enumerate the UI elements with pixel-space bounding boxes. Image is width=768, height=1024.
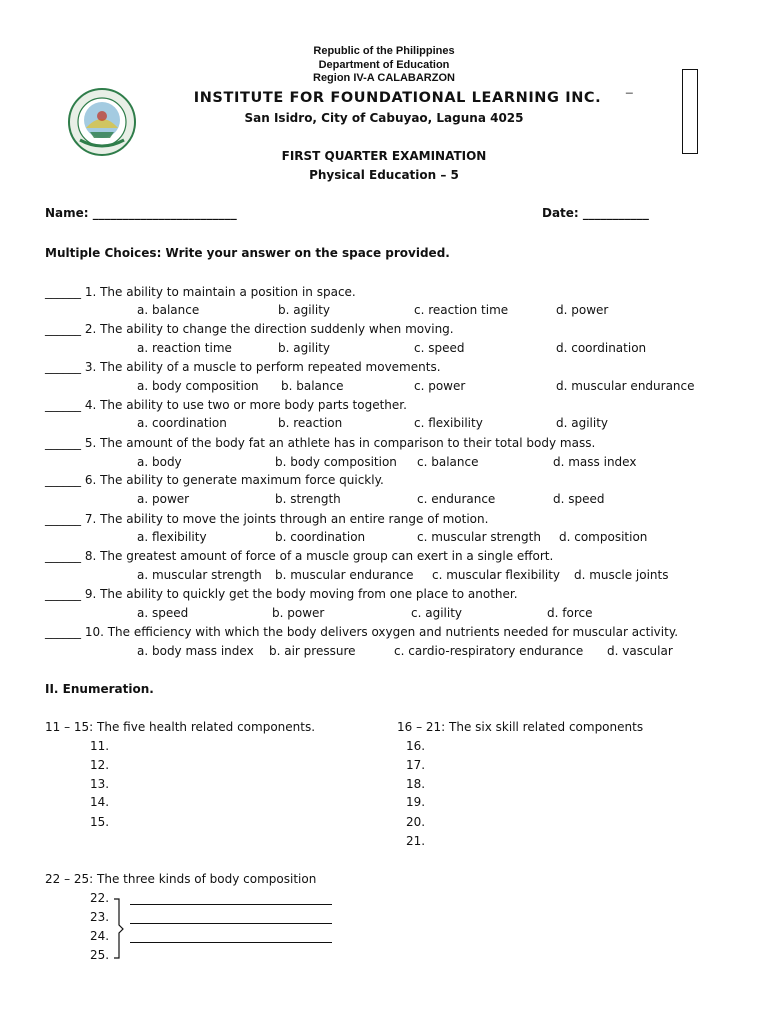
- bracket-mark: [113, 897, 135, 961]
- question-6: ______ 6. The ability to generate maximum force quickly.: [45, 473, 384, 487]
- choice-8d: d. muscle joints: [574, 568, 669, 582]
- question-4: ______ 4. The ability to use two or more body parts together.: [45, 398, 407, 412]
- choice-6b: b. strength: [275, 492, 341, 506]
- choice-2b: b. agility: [278, 341, 331, 355]
- section1-instruction: Multiple Choices: Write your answer on the space provided.: [45, 246, 450, 260]
- enum-item-17: 17.: [406, 758, 426, 772]
- choice-4c: c. flexibility: [414, 416, 483, 430]
- choice-9b: b. power: [272, 606, 325, 620]
- question-3: ______ 3. The ability of a muscle to perform repeated movements.: [45, 360, 441, 374]
- enum-item-24: 24.: [90, 929, 110, 943]
- choice-5b: b. body composition: [275, 455, 397, 469]
- question-5: ______ 5. The amount of the body fat an athlete has in comparison to their total body mass.: [45, 436, 596, 450]
- choice-3c: c. power: [414, 379, 466, 393]
- header-republic: Republic of the Philippines: [313, 45, 455, 57]
- choice-10b: b. air pressure: [269, 644, 356, 658]
- choice-4a: a. coordination: [137, 416, 227, 430]
- enum-item-22: 22.: [90, 891, 110, 905]
- choice-5a: a. body: [137, 455, 182, 469]
- choice-1d: d. power: [556, 303, 609, 317]
- enum-item-15: 15.: [90, 815, 110, 829]
- choice-6a: a. power: [137, 492, 190, 506]
- choice-4d: d. agility: [556, 416, 609, 430]
- choice-1b: b. agility: [278, 303, 331, 317]
- choice-3d: d. muscular endurance: [556, 379, 695, 393]
- choice-2d: d. coordination: [556, 341, 647, 355]
- corner-mark: _: [626, 80, 633, 94]
- enum-item-13: 13.: [90, 777, 110, 791]
- choice-2c: c. speed: [414, 341, 465, 355]
- choice-7a: a. flexibility: [137, 530, 207, 544]
- header-region: Region IV-A CALABARZON: [313, 72, 455, 84]
- choice-9a: a. speed: [137, 606, 189, 620]
- enum-item-14: 14.: [90, 795, 110, 809]
- date-field[interactable]: Date: ___________: [542, 206, 649, 220]
- choice-10d: d. vascular: [607, 644, 673, 658]
- institute-name: INSTITUTE FOR FOUNDATIONAL LEARNING INC.: [193, 90, 602, 106]
- enum-item-25: 25.: [90, 948, 110, 962]
- choice-1a: a. balance: [137, 303, 200, 317]
- question-7: ______ 7. The ability to move the joints through an entire range of motion.: [45, 512, 489, 526]
- question-8: ______ 8. The greatest amount of force of a muscle group can exert in a single effort.: [45, 549, 554, 563]
- choice-10c: c. cardio-respiratory endurance: [394, 644, 584, 658]
- question-10: ______ 10. The efficiency with which the body delivers oxygen and nutrients needed for muscular activity.: [45, 625, 679, 639]
- choice-4b: b. reaction: [278, 416, 343, 430]
- choice-8b: b. muscular endurance: [275, 568, 414, 582]
- question-1: ______ 1. The ability to maintain a position in space.: [45, 285, 356, 299]
- enum-right-title: 16 – 21: The six skill related components: [397, 720, 644, 734]
- choice-1c: c. reaction time: [414, 303, 509, 317]
- school-seal-icon: [68, 88, 136, 156]
- enum-item-20: 20.: [406, 815, 426, 829]
- enum-item-11: 11.: [90, 739, 110, 753]
- choice-8c: c. muscular flexibility: [432, 568, 561, 582]
- name-field[interactable]: Name: ________________________: [45, 206, 237, 220]
- choice-5c: c. balance: [417, 455, 479, 469]
- choice-2a: a. reaction time: [137, 341, 232, 355]
- exam-subject: Physical Education – 5: [309, 168, 459, 182]
- section2-title: II. Enumeration.: [45, 682, 154, 696]
- choice-10a: a. body mass index: [137, 644, 254, 658]
- choice-5d: d. mass index: [553, 455, 637, 469]
- exam-title: FIRST QUARTER EXAMINATION: [281, 149, 487, 163]
- question-2: ______ 2. The ability to change the direction suddenly when moving.: [45, 322, 454, 336]
- question-9: ______ 9. The ability to quickly get the body moving from one place to another.: [45, 587, 518, 601]
- choice-9d: d. force: [547, 606, 593, 620]
- corner-box: [682, 69, 698, 154]
- enum-bottom-title: 22 – 25: The three kinds of body composition: [45, 872, 317, 886]
- choice-6d: d. speed: [553, 492, 605, 506]
- answer-line-3[interactable]: [130, 942, 332, 943]
- choice-8a: a. muscular strength: [137, 568, 262, 582]
- choice-9c: c. agility: [411, 606, 463, 620]
- choice-3b: b. balance: [281, 379, 344, 393]
- choice-7c: c. muscular strength: [417, 530, 541, 544]
- choice-3a: a. body composition: [137, 379, 259, 393]
- choice-7d: d. composition: [559, 530, 648, 544]
- enum-item-23: 23.: [90, 910, 110, 924]
- choice-6c: c. endurance: [417, 492, 496, 506]
- enum-item-19: 19.: [406, 795, 426, 809]
- enum-item-21: 21.: [406, 834, 426, 848]
- answer-line-2[interactable]: [130, 923, 332, 924]
- enum-item-12: 12.: [90, 758, 110, 772]
- institute-address: San Isidro, City of Cabuyao, Laguna 4025: [244, 111, 524, 125]
- answer-line-1[interactable]: [130, 904, 332, 905]
- enum-left-title: 11 – 15: The five health related components.: [45, 720, 316, 734]
- choice-7b: b. coordination: [275, 530, 366, 544]
- enum-item-16: 16.: [406, 739, 426, 753]
- enum-item-18: 18.: [406, 777, 426, 791]
- header-department: Department of Education: [318, 59, 450, 71]
